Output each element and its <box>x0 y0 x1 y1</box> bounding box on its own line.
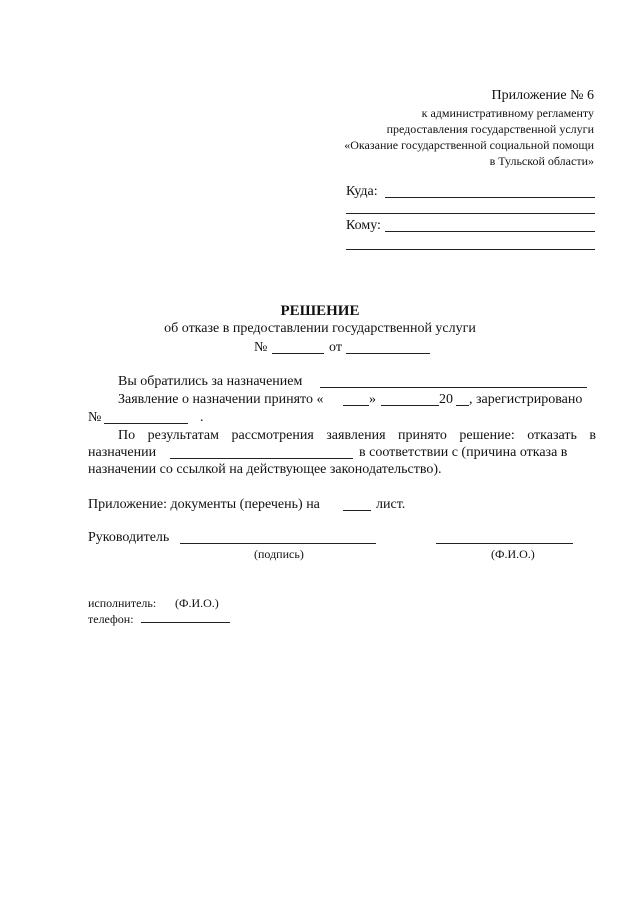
phone-label: телефон: <box>88 612 134 626</box>
appendix-service-name: «Оказание государственной социальной помощи <box>344 138 594 152</box>
application-quote-close: » <box>369 392 376 407</box>
signature-field[interactable] <box>180 543 376 544</box>
executor-name: (Ф.И.О.) <box>175 596 219 610</box>
registration-number-label: № <box>88 410 102 425</box>
decision-number-label: № <box>254 340 268 355</box>
refusal-reason-legal: назначении со ссылкой на действующее законодательство). <box>88 462 442 477</box>
applied-for-field[interactable] <box>320 387 587 388</box>
to-where-field-line2[interactable] <box>346 213 595 214</box>
decision-result-line1: По результатам рассмотрения заявления принято решение: отказать в <box>118 428 596 443</box>
designation-field[interactable] <box>170 458 353 459</box>
head-name-caption: (Ф.И.О.) <box>491 547 535 561</box>
attachment-label: Приложение: документы (перечень) на <box>88 497 320 512</box>
registration-period: . <box>200 410 204 425</box>
applied-for-label: Вы обратились за назначением <box>118 374 303 389</box>
decision-number-field[interactable] <box>272 353 324 354</box>
refusal-reason-intro: в соответствии с (причина отказа в <box>359 445 568 460</box>
to-whom-field[interactable] <box>385 231 595 232</box>
designation-label: назначении <box>88 445 157 460</box>
registered-label: , зарегистрировано <box>469 392 583 407</box>
head-label: Руководитель <box>88 530 170 545</box>
attachment-sheets-suffix: лист. <box>376 497 406 512</box>
decision-date-label: от <box>329 340 342 355</box>
to-whom-label: Кому: <box>346 218 381 233</box>
signature-caption: (подпись) <box>254 547 304 561</box>
registration-number-field[interactable] <box>104 423 188 424</box>
executor-label: исполнитель: <box>88 596 157 610</box>
application-century: 20 <box>439 392 453 407</box>
to-where-label: Куда: <box>346 184 378 199</box>
to-where-field[interactable] <box>385 197 595 198</box>
attachment-sheets-field[interactable] <box>343 510 371 511</box>
appendix-service: предоставления государственной услуги <box>386 122 594 136</box>
application-month-field[interactable] <box>381 405 439 406</box>
application-accepted-label: Заявление о назначении принято « <box>118 392 324 407</box>
to-whom-field-line2[interactable] <box>346 249 595 250</box>
decision-subtitle: об отказе в предоставлении государственной услуги <box>164 321 476 336</box>
appendix-region: в Тульской области» <box>489 154 594 168</box>
decision-date-field[interactable] <box>346 353 430 354</box>
head-name-field[interactable] <box>436 543 573 544</box>
decision-title: РЕШЕНИЕ <box>280 303 360 319</box>
phone-field[interactable] <box>141 622 230 623</box>
application-day-field[interactable] <box>343 405 369 406</box>
application-year-field[interactable] <box>456 405 469 406</box>
appendix-regulation: к административному регламенту <box>421 106 594 120</box>
appendix-number: Приложение № 6 <box>491 88 594 103</box>
